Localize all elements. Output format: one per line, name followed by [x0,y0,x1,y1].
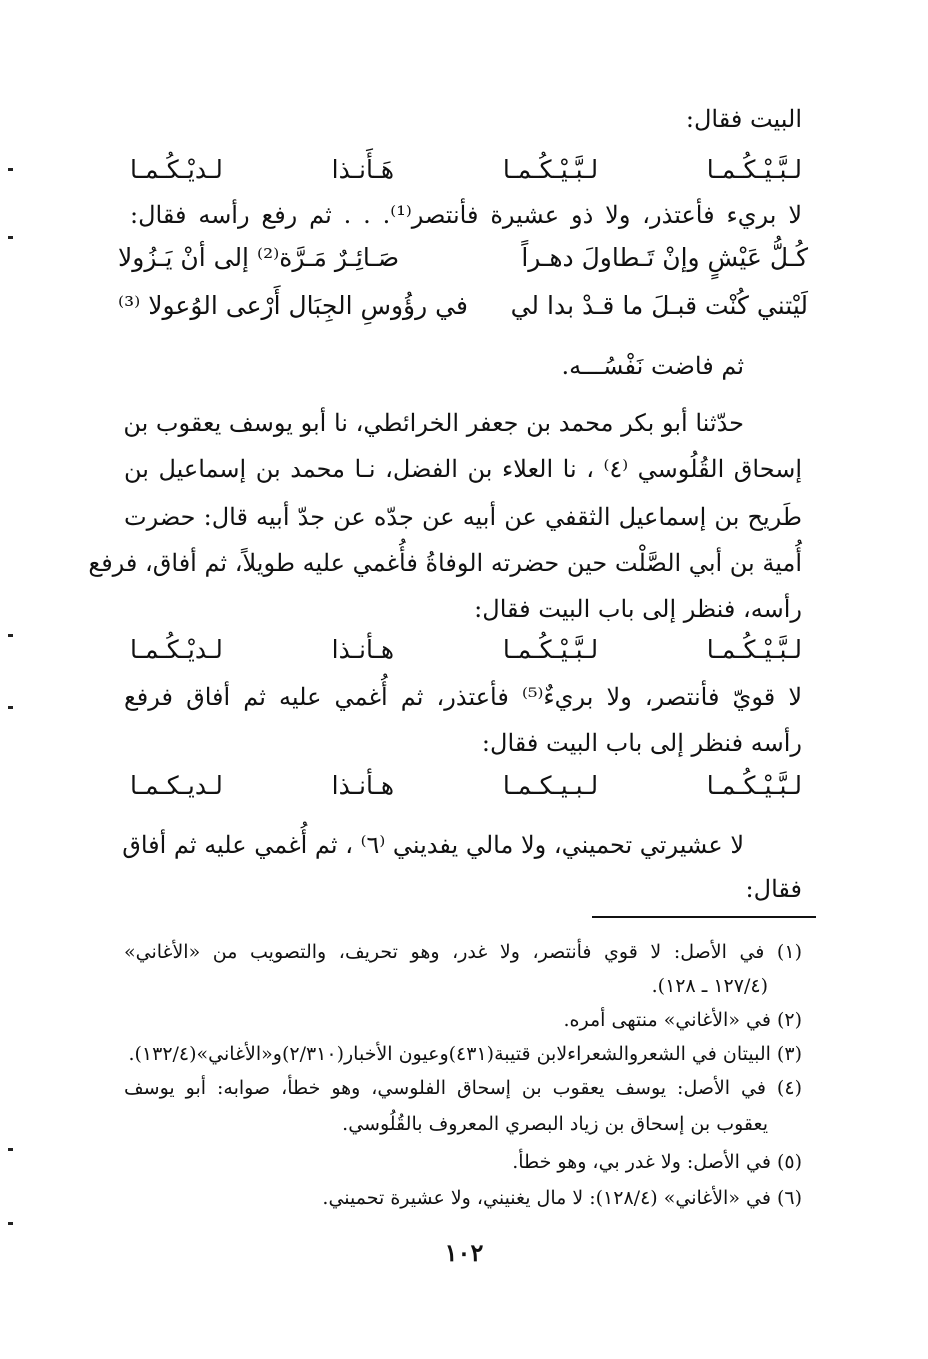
body-line-8: رأسه، فنظر إلى باب البيت فقال: [474,595,802,623]
footnote-1-cont: (١٢٧/٤ ـ ١٢٨). [651,975,768,997]
poem-hemistich-second: صَـائِـرٌ مَـرَّة⁽²⁾ إلى أنْ يَـزُولا [118,243,400,272]
refrain-line-2 [130,630,802,670]
footnote-4: (٤) في الأصل: يوسف يعقوب بن إسحاق الفلوسي، وهو خطأ، صوابه: أبو يوسف [124,1077,802,1099]
refrain-word: هـأنـذا [331,771,395,800]
refrain-word: لـبَّـيْـكُـمـا [706,155,802,184]
body-line-7: أُمية بن أبي الصَّلْت حين حضرته الوفاةُ فأُغمي عليه طويلاً، ثم أفاق، فرفع [88,549,802,577]
refrain-word: لـديْـكُـمـا [130,635,223,664]
body-line-10: رأسه فنظر إلى باب البيت فقال: [481,729,802,757]
body-line-4: حدّثنا أبو بكر محمد بن جعفر الخرائطي، نا أبو يوسف يعقوب بن [123,409,744,437]
page-number: ١٠٢ [444,1238,484,1267]
body-line-9: لا قويّ فأنتصر، ولا بريءٌ⁽⁵⁾ فأعتذر، ثم أُغمي عليه ثم أفاق فرفع [124,683,803,711]
refrain-word: لـبـيـكـمـا [502,771,599,800]
body-line-3: ثم فاضت نَفْسُـــه. [561,352,744,380]
footnote-4-cont: يعقوب بن إسحاق بن زياد البصري المعروف بالقُلُوسي. [342,1113,768,1135]
refrain-word: لـديْـكُـمـا [130,155,223,184]
refrain-word: لـبَّـيْـكُـمـا [502,635,599,664]
body-line-2: لا بريء فأعتذر، ولا ذو عشيرة فأنتصر⁽¹⁾. . . ثم رفع رأسه فقال: [130,201,802,229]
body-line-12: فقال: [745,875,802,903]
footnote-2: (٢) في «الأغاني» منتهى أمره. [563,1009,802,1031]
footnote-5: (٥) في الأصل: ولا غدر بي، وهو خطأ. [512,1151,802,1173]
refrain-line-3 [130,766,802,806]
body-line-6: طَريح بن إسماعيل الثقفي عن أبيه عن جدّه عن جدّ أبيه قال: حضرت [124,503,802,531]
scan-mark [8,634,13,637]
scan-mark [8,1148,13,1151]
footnote-6: (٦) في «الأغاني» (١٢٨/٤): لا مال يغنيني، ولا عشيرة تحميني. [322,1187,802,1209]
scan-mark [8,168,13,171]
scan-mark [8,706,13,709]
refrain-word: هَـأَنـذا [331,155,395,184]
footnote-1: (١) في الأصل: لا قوي فأنتصر، ولا غدر، وهو تحريف، والتصويب من «الأغاني» [124,941,802,963]
body-line-11: لا عشيرتي تحميني، ولا مالي يفديني ⁽٦⁾ ، ثم أُغمي عليه ثم أفاق [122,831,744,859]
refrain-word: لـبَّـيْـكُـمـا [706,635,802,664]
poem-verse-2 [118,286,808,326]
body-line-1: البيت فقال: [685,105,802,133]
refrain-word: لـبَّـيْـكُـمـا [502,155,599,184]
footnote-separator [592,916,816,918]
refrain-word: لـبَّـيْـكُـمـا [706,771,802,800]
footnote-3: (٣) البيتان في الشعروالشعراءلابن قتيبة(٤٣١)وعيون الأخبار(٢/٣١٠)و«الأغاني»(١٣٢/٤). [128,1043,802,1065]
refrain-line-1 [130,150,802,190]
poem-hemistich-first: كُـلُّ عَيْشٍ وإنْ تَـطاولَ دهـراً [521,243,808,272]
refrain-word: هـأنـذا [331,635,395,664]
scan-mark [8,1222,13,1225]
body-line-5: إسحاق القُلُوسي ⁽٤⁾ ، نا العلاء بن الفضل، نـا محمد بن إسماعيل بن [124,455,802,483]
poem-hemistich-second: في رؤُوسِ الجِبَال أَرْعى الوُعولا ⁽³⁾ [118,291,468,320]
scan-mark [8,236,13,239]
refrain-word: لـديـكـمـا [130,771,223,800]
poem-verse-1 [118,238,808,278]
poem-hemistich-first: لَيْتني كُنْت قبـلَ ما قـدْ بدا لي [510,291,808,320]
